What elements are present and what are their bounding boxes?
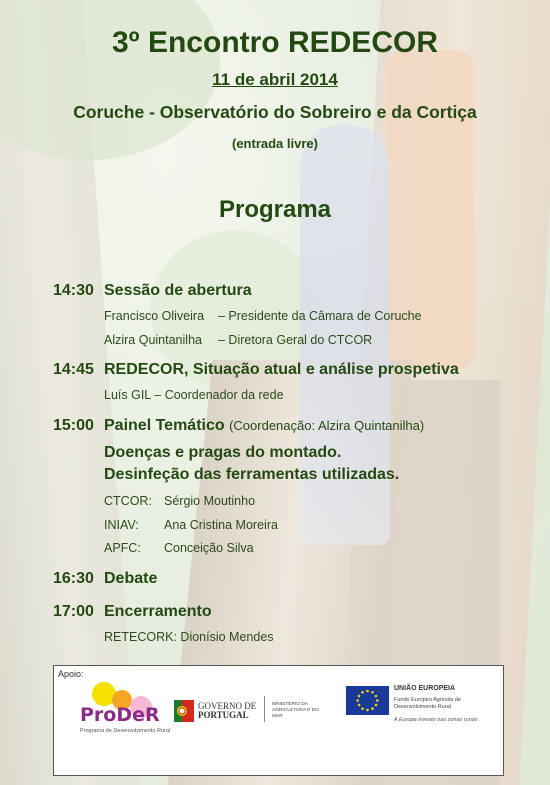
speaker-name: Ana Cristina Moreira bbox=[164, 518, 278, 532]
speaker-line bbox=[104, 309, 422, 323]
sponsors-label: Apoio: bbox=[58, 669, 84, 679]
program-heading: Programa bbox=[218, 196, 332, 223]
speaker-line bbox=[104, 333, 372, 347]
panel-title: Painel Temático bbox=[104, 417, 225, 434]
slot-time: 16:30 bbox=[53, 570, 94, 587]
speaker-name: Conceição Silva bbox=[164, 541, 254, 555]
speaker-name: Dionísio Mendes bbox=[180, 630, 274, 644]
event-date: 11 de abril 2014 bbox=[212, 70, 338, 89]
eu-fund-name: Fundo Europeu Agrícola de Desenvolvimento Rural bbox=[394, 697, 461, 710]
slot-title: Debate bbox=[104, 570, 158, 587]
slot-title: Sessão de abertura bbox=[104, 282, 252, 299]
eu-flag-icon bbox=[346, 686, 389, 715]
slot-time: 14:30 bbox=[53, 282, 94, 299]
slot-title: REDECOR, Situação atual e análise prospetiva bbox=[104, 361, 459, 378]
sponsors-box bbox=[53, 665, 504, 776]
panel-subtitle: Desinfeção das ferramentas utilizadas. bbox=[104, 466, 400, 483]
speaker-org: RETECORK: bbox=[104, 630, 177, 644]
ministry-name: MINISTÉRIO DA AGRICULTURA E DO MAR bbox=[272, 702, 319, 719]
proder-caption: Programa de Desenvolvimento Rural bbox=[80, 728, 171, 734]
event-venue: Coruche - Observatório do Sobreiro e da Cortiça bbox=[73, 102, 477, 122]
event-title: 3º Encontro REDECOR bbox=[112, 26, 438, 59]
proder-wordmark: ProDeR bbox=[80, 704, 160, 726]
panel-coordination: (Coordenação: Alzira Quintanilha) bbox=[229, 418, 425, 433]
slot-title: Encerramento bbox=[104, 603, 212, 620]
speaker-role: – Coordenador da rede bbox=[154, 388, 284, 402]
government-line-1: GOVERNO DE bbox=[198, 701, 257, 711]
slot-title bbox=[104, 417, 424, 435]
logo-divider bbox=[264, 696, 265, 722]
government-logo bbox=[174, 698, 272, 726]
eu-title: UNIÃO EUROPEIA bbox=[394, 685, 456, 692]
government-line-2: PORTUGAL bbox=[198, 710, 249, 720]
speaker-org: APFC: bbox=[104, 541, 141, 555]
speaker-line bbox=[104, 541, 254, 555]
speaker-line bbox=[104, 630, 274, 644]
eu-motto: A Europa investe nas zonas rurais bbox=[394, 717, 478, 723]
speaker-name: Alzira Quintanilha bbox=[104, 333, 202, 347]
slot-time: 15:00 bbox=[53, 417, 94, 434]
speaker-line bbox=[104, 494, 255, 508]
portugal-emblem-icon bbox=[174, 700, 194, 722]
speaker-org: INIAV: bbox=[104, 518, 139, 532]
entry-note: (entrada livre) bbox=[232, 136, 318, 151]
slot-time: 14:45 bbox=[53, 361, 94, 378]
eu-stars-icon bbox=[346, 686, 389, 715]
speaker-name: Sérgio Moutinho bbox=[164, 494, 256, 508]
speaker-line bbox=[104, 518, 278, 532]
speaker-role: – Presidente da Câmara de Coruche bbox=[218, 309, 422, 323]
speaker-role: – Diretora Geral do CTCOR bbox=[218, 333, 373, 347]
panel-subtitle: Doenças e pragas do montado. bbox=[104, 444, 342, 461]
speaker-line bbox=[104, 388, 284, 402]
government-name bbox=[198, 702, 256, 720]
speaker-org: CTCOR: bbox=[104, 494, 152, 508]
speaker-name: Francisco Oliveira bbox=[104, 309, 205, 323]
slot-time: 17:00 bbox=[53, 603, 94, 620]
speaker-name: Luís GIL bbox=[104, 388, 151, 402]
